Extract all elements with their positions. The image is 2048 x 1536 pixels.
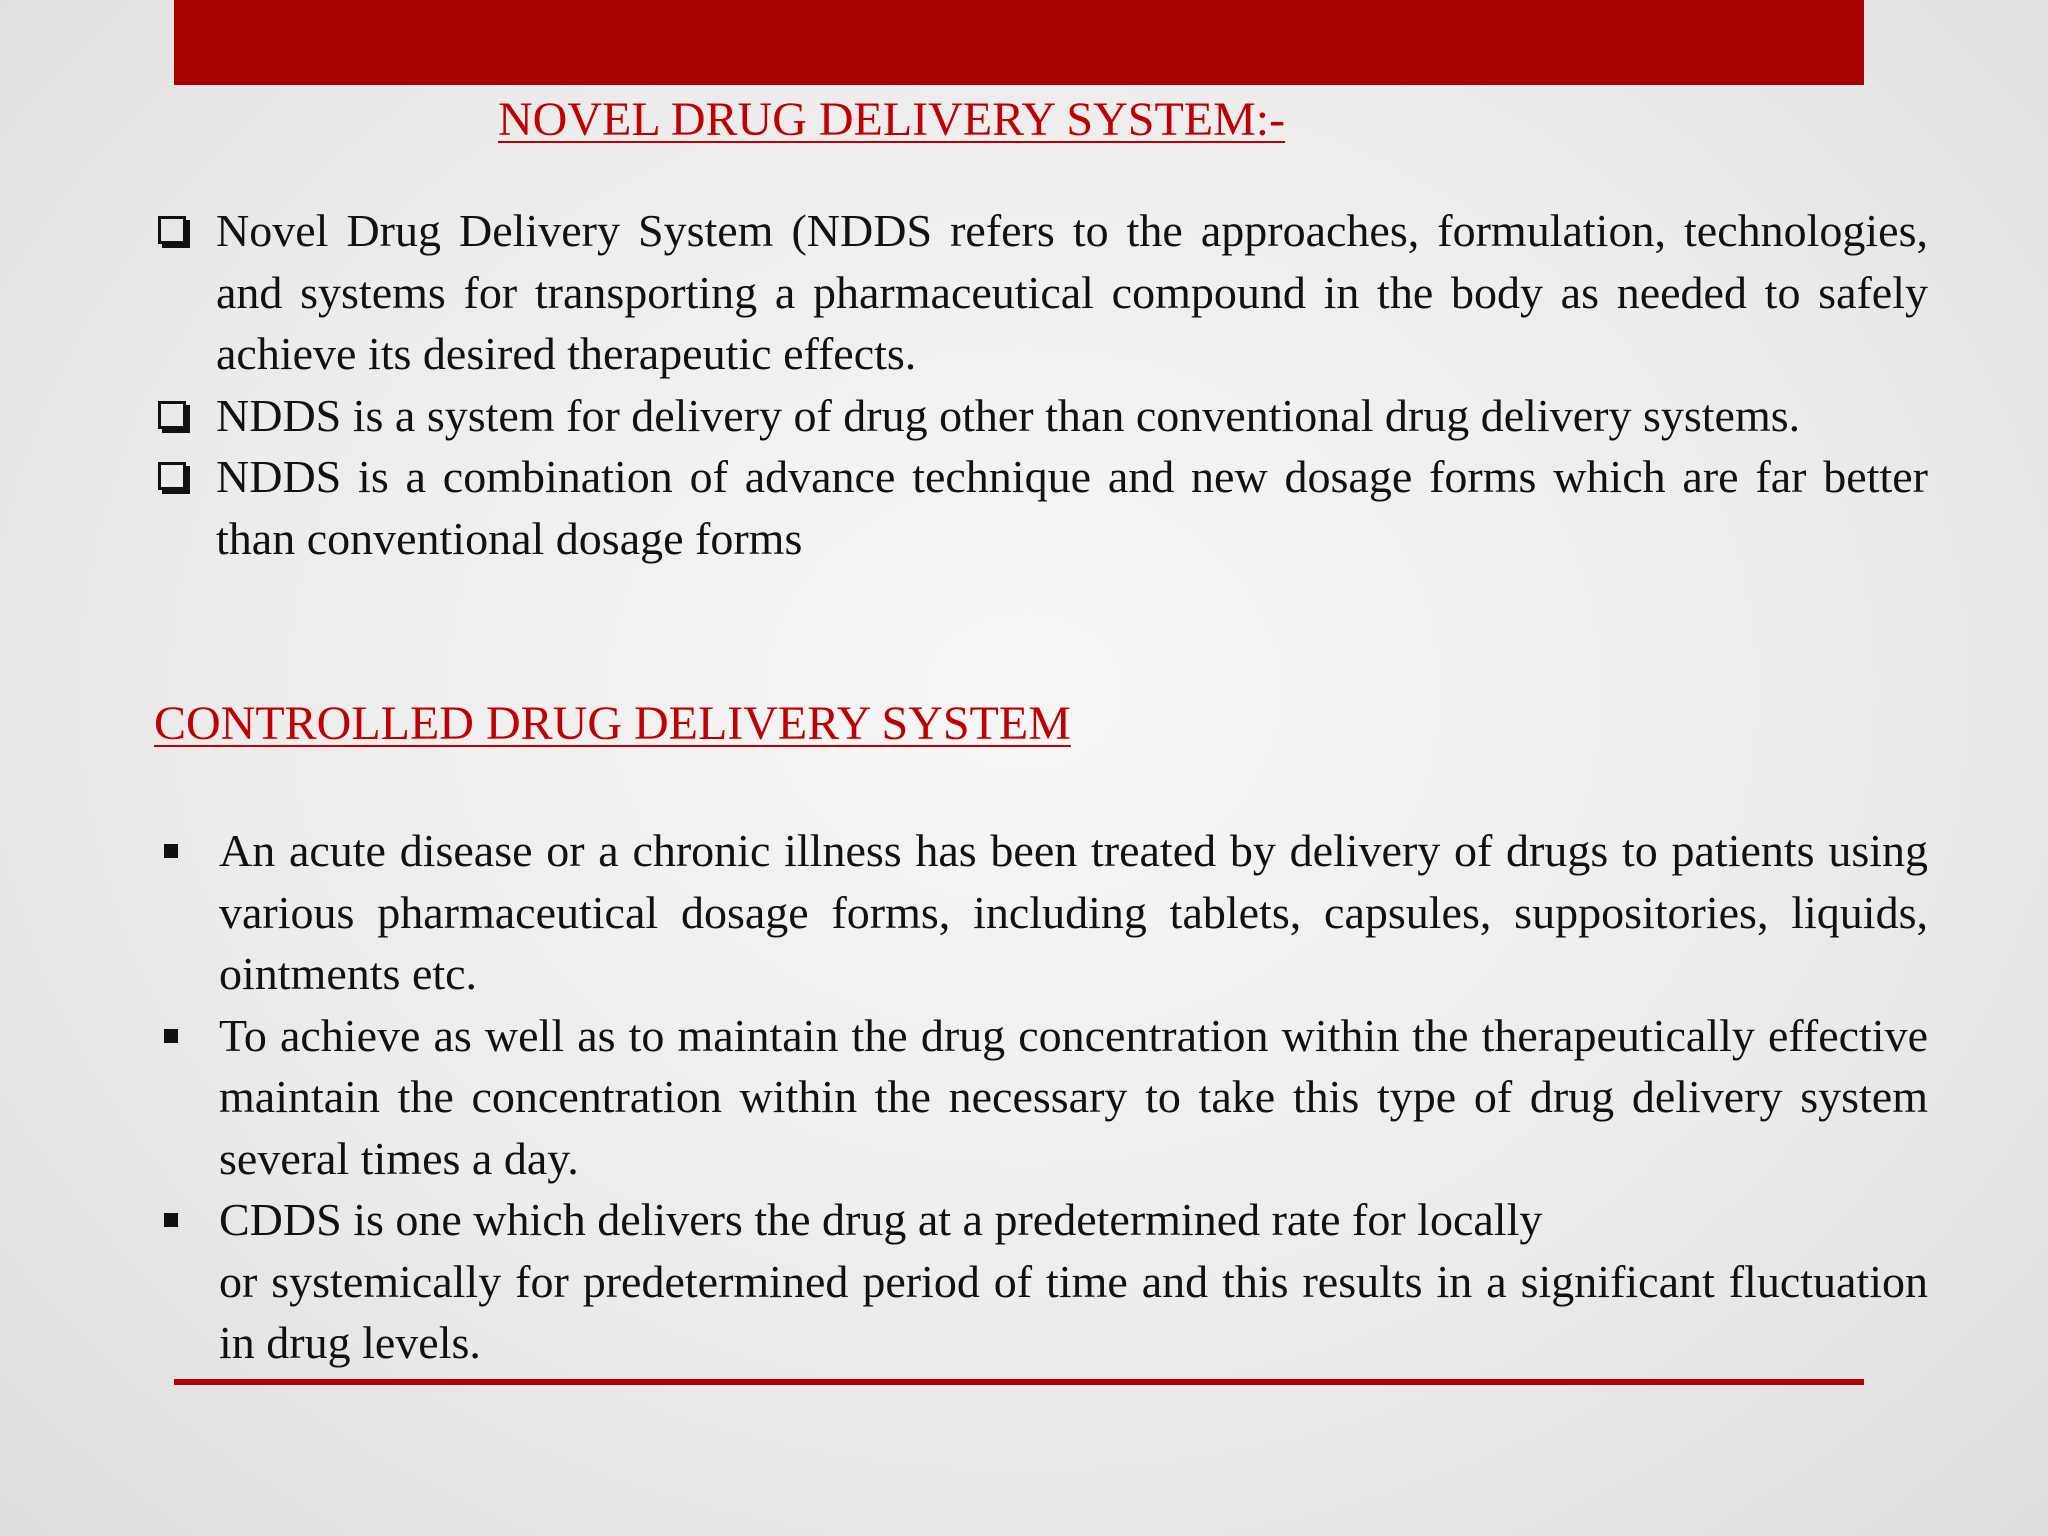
list-item-text: Novel Drug Delivery System (NDDS refers to the approaches, formulation, technologies, and systems for transporting a pharmaceutical compound in the body as needed to safely achieve its desired therapeutic effects. [216, 205, 1928, 379]
square-bullet-icon [164, 1029, 178, 1043]
list-item [154, 200, 1928, 385]
square-bullet-icon [164, 1213, 178, 1227]
list-item-text: NDDS is a combination of advance technique and new dosage forms which are far better than conventional dosage forms [216, 451, 1928, 564]
checkbox-bullet-icon [158, 216, 186, 244]
list-item-text-line-1: CDDS is one which delivers the drug at a predetermined rate for locally [219, 1194, 1543, 1245]
slide-title: NOVEL DRUG DELIVERY SYSTEM:- [498, 93, 1286, 146]
list-item-text: To achieve as well as to maintain the drug concentration within the therapeutically effective maintain the concentration within the necessary to take this type of drug delivery system several times a day. [219, 1009, 1928, 1184]
checkbox-bullet-icon [158, 401, 186, 429]
list-item [154, 385, 1928, 447]
controlled-drug-delivery-list [154, 820, 1928, 1374]
list-item-text: An acute disease or a chronic illness has been treated by delivery of drugs to patients using various pharmaceutical dosage forms, including tablets, capsules, suppositories, liquids, ointments etc. [219, 825, 1928, 999]
checkbox-bullet-icon [158, 462, 186, 490]
list-item-text: NDDS is a system for delivery of drug other than conventional drug delivery systems. [216, 389, 1801, 441]
square-bullet-icon [164, 844, 178, 858]
list-item [154, 446, 1928, 569]
list-item [154, 1005, 1928, 1190]
bottom-divider-line [174, 1379, 1864, 1385]
top-banner-bar [174, 0, 1864, 85]
list-item-text-line-2: or systemically for predetermined period of time and this results in a significant fluctuation in drug levels. [219, 1255, 1928, 1368]
list-item [154, 820, 1928, 1005]
section-heading: CONTROLLED DRUG DELIVERY SYSTEM [154, 697, 1071, 750]
novel-drug-delivery-list [154, 200, 1928, 569]
list-item [154, 1189, 1928, 1374]
